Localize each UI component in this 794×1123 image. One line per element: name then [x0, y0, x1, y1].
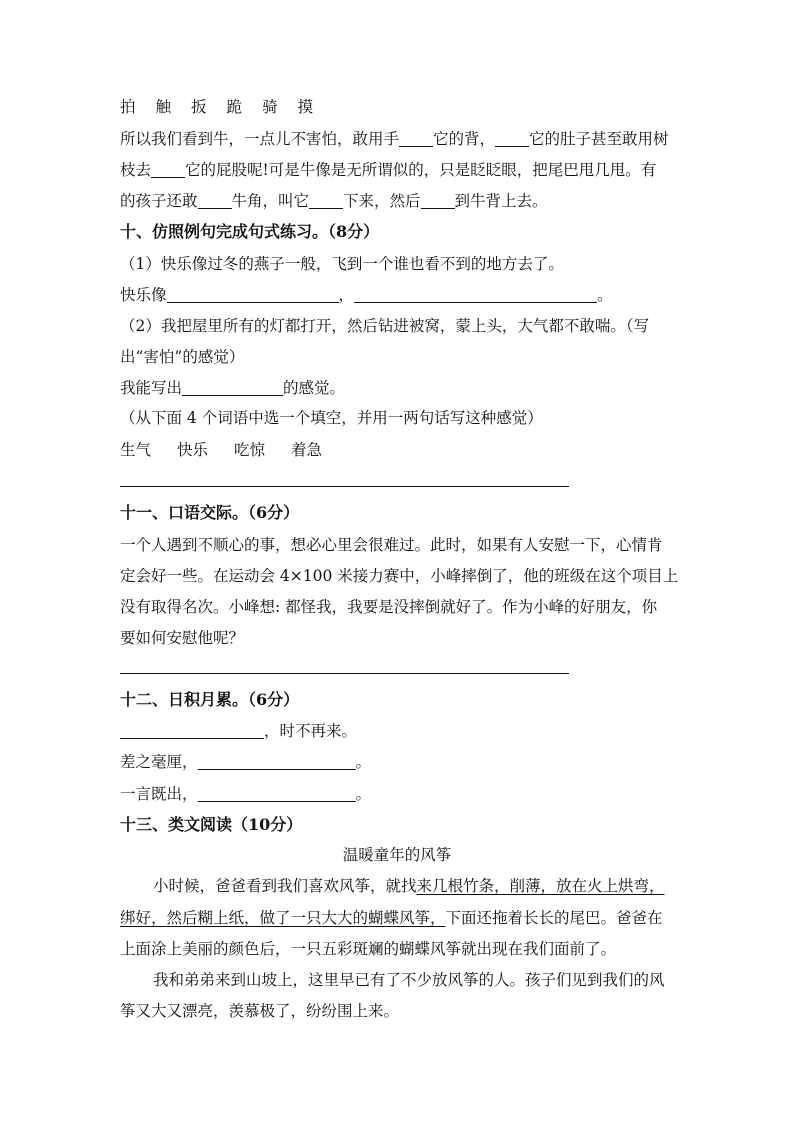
answer-blank[interactable] — [198, 753, 356, 770]
text: 快乐像 — [120, 286, 167, 304]
q11-heading: 十一、口语交际。（6分） — [120, 503, 300, 522]
text: 的感觉。 — [283, 379, 346, 397]
answer-blank[interactable] — [354, 286, 597, 303]
q10-example-2-line-2: 出“害怕”的感觉） — [120, 348, 245, 366]
text: 下面还拖着长长的尾巴。爸爸在 — [445, 909, 663, 927]
text: 所以我们看到牛，一点儿不害怕，敢用手 — [120, 130, 400, 148]
answer-line[interactable] — [120, 486, 569, 487]
choice-word: 着急 — [291, 441, 323, 459]
text: 一言既出， — [120, 785, 198, 803]
text: 它的肚子甚至敢用树 — [529, 130, 669, 148]
text: 下来，然后 — [343, 192, 421, 210]
passage-line: 筝又大又漂亮，羡慕极了，纷纷围上来。 — [120, 1002, 400, 1020]
text: 。 — [355, 785, 372, 803]
underlined-text: 绑好，然后糊上纸，做了一只大大的蝴蝶风筝， — [120, 909, 446, 927]
q9-line-2 — [120, 160, 656, 180]
word-choice: 摸 — [297, 98, 314, 116]
passage-line — [153, 876, 665, 896]
fill-blank[interactable] — [399, 130, 433, 147]
text: ， — [338, 286, 355, 304]
answer-blank[interactable] — [182, 379, 283, 396]
text: 枝去 — [120, 161, 152, 179]
q10-example-1: （1）快乐像过冬的燕子一般，飞到一个谁也看不到的地方去了。 — [120, 255, 564, 273]
text: 它的屁股呢!可是牛像是无所谓似的，只是眨眨眼，把尾巴甩几甩。有 — [185, 161, 657, 179]
q11-line: 要如何安慰他呢？ — [120, 629, 245, 647]
q10-choices — [120, 440, 322, 460]
word-choice: 触 — [155, 98, 172, 116]
answer-line[interactable] — [120, 673, 569, 674]
passage-title: 温暖童年的风筝 — [342, 846, 452, 864]
fill-blank[interactable] — [495, 130, 529, 147]
answer-blank[interactable] — [167, 286, 339, 303]
text: 到牛背上去。 — [454, 192, 548, 210]
fill-blank[interactable] — [421, 192, 455, 209]
q12-line-2 — [120, 752, 371, 772]
text: 差之毫厘， — [120, 753, 198, 771]
text: 牛角，叫它 — [231, 192, 310, 210]
word-bank — [120, 97, 313, 117]
text: ，时不再来。 — [264, 722, 358, 740]
q10-example-2-line-1: （2）我把屋里所有的灯都打开，然后钻进被窝，蒙上头，大气都不敢喘。（写 — [120, 317, 650, 335]
word-choice: 跪 — [226, 98, 243, 116]
passage-line: 我和弟弟来到山坡上，这里早已有了不少放风筝的人。孩子们见到我们的风 — [153, 971, 665, 989]
q9-line-3 — [120, 191, 548, 211]
q12-line-1 — [120, 721, 357, 741]
choice-word: 快乐 — [177, 441, 209, 459]
underlined-text: 来几根竹条，削薄，放在火上烘弯， — [416, 877, 665, 895]
text: 小时候，爸爸看到我们喜欢风筝，就找 — [153, 877, 417, 895]
text: 。 — [355, 753, 372, 771]
q12-heading: 十二、日积月累。（6分） — [120, 690, 300, 709]
text: 。 — [597, 286, 613, 304]
q10-instruction: （从下面 4 个词语中选一个填空，并用一两句话写这种感觉） — [120, 409, 543, 427]
answer-blank[interactable] — [198, 785, 356, 802]
q12-line-3 — [120, 784, 371, 804]
text: 的孩子还敢 — [120, 192, 198, 210]
q9-line-1 — [120, 129, 669, 149]
word-choice: 拍 — [120, 98, 136, 116]
word-choice: 扳 — [191, 98, 207, 116]
fill-blank[interactable] — [151, 161, 185, 178]
choice-word: 吃惊 — [234, 441, 266, 459]
q11-line: 定会好一些。在运动会 4×100 米接力赛中，小峰摔倒了，他的班级在这个项目上 — [120, 567, 679, 585]
choice-word: 生气 — [120, 441, 152, 459]
q10-answer-1 — [120, 285, 613, 305]
q11-line: 没有取得名次。小峰想: 都怪我，我要是没摔倒就好了。作为小峰的好朋友，你 — [120, 598, 658, 616]
passage-line: 上面涂上美丽的颜色后，一只五彩斑斓的蝴蝶风筝就出现在我们面前了。 — [120, 940, 617, 958]
text: 我能写出 — [120, 379, 183, 397]
fill-blank[interactable] — [309, 192, 343, 209]
q13-heading: 十三、类文阅读（10分） — [120, 815, 303, 834]
word-choice: 骑 — [262, 98, 278, 116]
text: 它的背， — [433, 130, 496, 148]
q11-line: 一个人遇到不顺心的事，想必心里会很难过。此时，如果有人安慰一下，心情肯 — [120, 536, 663, 554]
answer-blank[interactable] — [120, 722, 264, 739]
q10-write-line — [120, 378, 345, 398]
passage-line — [120, 908, 663, 928]
q10-heading: 十、仿照例句完成句式练习。（8分） — [120, 222, 380, 241]
fill-blank[interactable] — [198, 192, 232, 209]
